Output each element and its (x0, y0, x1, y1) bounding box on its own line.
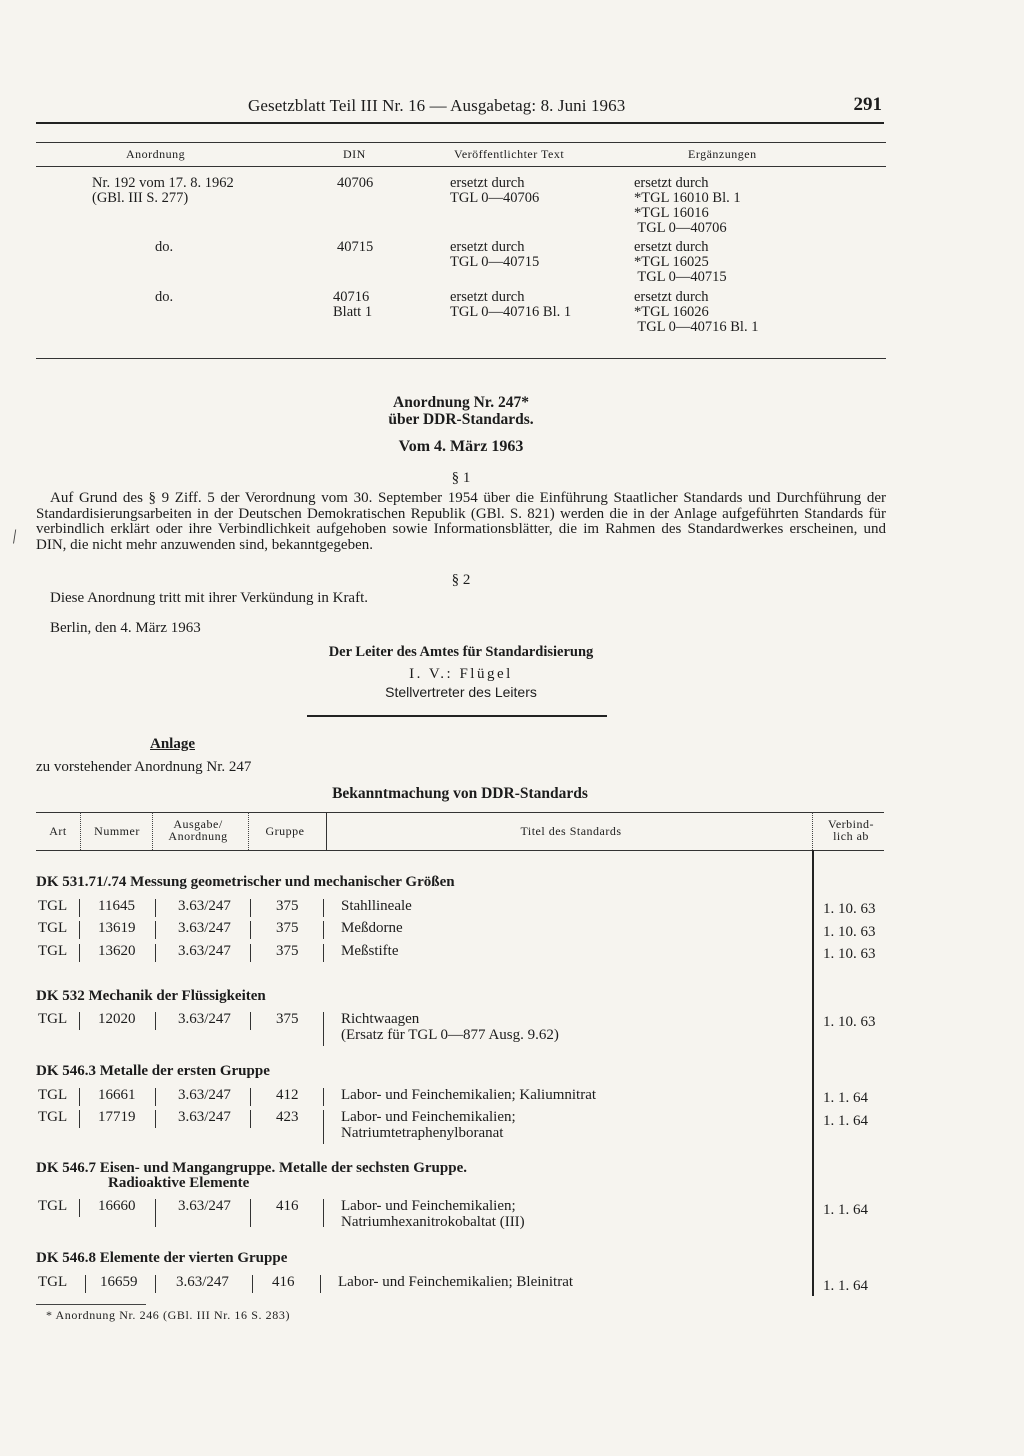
cell-verbindlich: 1. 10. 63 (823, 946, 876, 962)
table-cell: 40706 (337, 175, 374, 191)
cell-verbindlich: 1. 1. 64 (823, 1090, 868, 1106)
row-divider (323, 1088, 324, 1106)
annex-title: Anlage (150, 736, 195, 752)
table-cell: ersetzt durch *TGL 16025 TGL 0—40715 (634, 239, 727, 285)
cell-gruppe: 412 (276, 1087, 299, 1103)
annex-table-title: Bekanntmachung von DDR-Standards (332, 785, 588, 802)
place-date: Berlin, den 4. März 1963 (50, 620, 201, 636)
column-divider (152, 812, 153, 850)
cell-art: TGL (38, 943, 68, 959)
cell-titel: Meßstifte (341, 943, 399, 959)
cell-ausgabe: 3.63/247 (176, 1274, 229, 1290)
row-divider (250, 1088, 251, 1106)
cell-ausgabe: 3.63/247 (178, 898, 231, 914)
decree-title: Anordnung Nr. 247* (393, 394, 529, 411)
cell-verbindlich: 1. 10. 63 (823, 901, 876, 917)
table-cell: 40715 (337, 239, 374, 255)
row-divider (79, 899, 80, 917)
row-divider (323, 1199, 324, 1227)
cell-gruppe: 375 (276, 898, 299, 914)
cell-titel: Meßdorne (341, 920, 403, 936)
column-header-ergaenzungen: Ergänzungen (688, 147, 757, 161)
annex-subtitle: zu vorstehender Anordnung Nr. 247 (36, 759, 252, 775)
cell-verbindlich: 1. 1. 64 (823, 1202, 868, 1218)
cell-gruppe: 375 (276, 920, 299, 936)
decree-date: Vom 4. März 1963 (398, 438, 524, 455)
section-1-paragraph: Auf Grund des § 9 Ziff. 5 der Verordnung vom 30. September 1954 über die Einführung Staatlicher Standards und Durchführung der Standardisierungsarbeiten in der Deutschen Demokratischen Republik (GBl. S. 821) werden die in der Anlage aufgeführten Standards für verbindlich erklärt oder ihre Verbindlichkeit aufgehoben sowie Informationsblätter, die im Rahmen des Standardwerkes erscheinen, und DIN, die nicht mehr anzuwenden sind, bekanntgegeben. (36, 490, 886, 553)
column-header-anordnung: Anordnung (126, 147, 186, 161)
column-header-art: Art (49, 824, 67, 838)
table-cell: ersetzt durch *TGL 16010 Bl. 1 *TGL 16016 TGL 0—40706 (634, 175, 741, 236)
table-cell: ersetzt durch TGL 0—40716 Bl. 1 (450, 289, 572, 320)
row-divider (155, 921, 156, 939)
row-divider (155, 1012, 156, 1030)
section-2-paragraph: Diese Anordnung tritt mit ihrer Verkündung in Kraft. (50, 590, 369, 606)
table-cell: 40716 Blatt 1 (333, 289, 373, 320)
column-header-text: Veröffentlichter Text (454, 147, 565, 161)
row-divider (79, 1199, 80, 1217)
cell-gruppe: 375 (276, 943, 299, 959)
table-cell: ersetzt durch TGL 0—40715 (450, 239, 540, 270)
cell-gruppe: 375 (276, 1011, 299, 1027)
column-header-din: DIN (343, 147, 366, 161)
row-divider (85, 1275, 86, 1293)
row-divider (79, 1110, 80, 1128)
cell-titel: Labor- und Feinchemikalien; Natriumhexanitrokobaltat (III) (341, 1198, 525, 1230)
cell-verbindlich: 1. 1. 64 (823, 1278, 868, 1294)
row-divider (323, 1110, 324, 1144)
section-2-heading: § 2 (451, 572, 471, 588)
cell-nummer: 12020 (98, 1011, 136, 1027)
row-divider (155, 1088, 156, 1106)
row-divider (155, 1110, 156, 1128)
column-divider (80, 812, 81, 850)
cell-art: TGL (38, 1011, 68, 1027)
row-divider (250, 1110, 251, 1128)
column-header-titel: Titel des Standards (520, 824, 622, 838)
cell-titel: Richtwaagen (Ersatz für TGL 0—877 Ausg. 9.62) (341, 1011, 559, 1043)
cell-gruppe: 423 (276, 1109, 299, 1125)
table-cell: do. (155, 239, 174, 255)
row-divider (79, 921, 80, 939)
section-heading-continued: Radioaktive Elemente (108, 1175, 250, 1191)
column-divider (812, 812, 813, 850)
row-divider (250, 1012, 251, 1030)
cell-gruppe: 416 (272, 1274, 295, 1290)
cell-art: TGL (38, 1274, 68, 1290)
cell-ausgabe: 3.63/247 (178, 920, 231, 936)
signature-rule (307, 715, 607, 717)
column-header-gruppe: Gruppe (265, 824, 305, 838)
cell-art: TGL (38, 898, 68, 914)
cell-nummer: 16659 (100, 1274, 138, 1290)
cell-ausgabe: 3.63/247 (178, 1109, 231, 1125)
cell-art: TGL (38, 1198, 68, 1214)
section-heading: DK 532 Mechanik der Flüssigkeiten (36, 988, 266, 1004)
page-number: 291 (853, 94, 882, 115)
cell-ausgabe: 3.63/247 (178, 1087, 231, 1103)
cell-titel: Stahllineale (341, 898, 412, 914)
table-cell: do. (155, 289, 174, 305)
row-divider (79, 1088, 80, 1106)
cell-nummer: 13619 (98, 920, 136, 936)
section-1-heading: § 1 (451, 470, 471, 486)
column-header-ausgabe: Ausgabe/ Anordnung (168, 817, 228, 843)
signer-organization: Der Leiter des Amtes für Standardisierung (328, 644, 594, 660)
column-header-verbindlich: Verbind- lich ab (828, 817, 874, 843)
signer-role: Stellvertreter des Leiters (385, 684, 537, 700)
row-divider (323, 1012, 324, 1046)
cell-nummer: 13620 (98, 943, 136, 959)
row-divider (79, 1012, 80, 1030)
column-divider (326, 812, 327, 850)
cell-ausgabe: 3.63/247 (178, 1011, 231, 1027)
row-divider (320, 1275, 321, 1293)
column-divider (248, 812, 249, 850)
margin-mark: / (10, 525, 20, 549)
cell-nummer: 11645 (98, 898, 135, 914)
footnote: * Anordnung Nr. 246 (GBl. III Nr. 16 S. 283) (46, 1308, 291, 1322)
table-header-rule (36, 166, 886, 167)
table-top-rule (36, 812, 884, 813)
column-header-nummer: Nummer (94, 824, 140, 838)
row-divider (79, 944, 80, 962)
cell-verbindlich: 1. 1. 64 (823, 1113, 868, 1129)
table-cell: ersetzt durch *TGL 16026 TGL 0—40716 Bl. 1 (634, 289, 759, 335)
cell-nummer: 16661 (98, 1087, 136, 1103)
cell-ausgabe: 3.63/247 (178, 943, 231, 959)
signer-name: I. V.: Flügel (409, 666, 513, 682)
row-divider (250, 899, 251, 917)
footnote-rule (36, 1304, 146, 1305)
row-divider (155, 1199, 156, 1227)
running-header (36, 96, 884, 120)
section-heading: DK 546.7 Eisen- und Mangangruppe. Metalle der sechsten Gruppe. (36, 1160, 467, 1176)
header-title: Gesetzblatt Teil III Nr. 16 — Ausgabetag: 8. Juni 1963 (248, 96, 626, 115)
cell-art: TGL (38, 1109, 68, 1125)
cell-titel: Labor- und Feinchemikalien; Kaliumnitrat (341, 1087, 597, 1103)
row-divider (323, 921, 324, 939)
verbindlich-column-rule (812, 850, 814, 1296)
row-divider (155, 944, 156, 962)
header-rule (36, 122, 884, 124)
cell-titel: Labor- und Feinchemikalien; Natriumtetraphenylboranat (341, 1109, 516, 1141)
row-divider (250, 921, 251, 939)
row-divider (323, 899, 324, 917)
section-heading: DK 546.8 Elemente der vierten Gruppe (36, 1250, 288, 1266)
cell-nummer: 16660 (98, 1198, 136, 1214)
section-heading: DK 531.71/.74 Messung geometrischer und mechanischer Größen (36, 874, 455, 890)
cell-gruppe: 416 (276, 1198, 299, 1214)
cell-nummer: 17719 (98, 1109, 136, 1125)
cell-verbindlich: 1. 10. 63 (823, 924, 876, 940)
table-bottom-rule (36, 358, 886, 359)
row-divider (252, 1275, 253, 1293)
cell-ausgabe: 3.63/247 (178, 1198, 231, 1214)
row-divider (250, 944, 251, 962)
decree-subtitle: über DDR-Standards. (388, 411, 534, 428)
cell-art: TGL (38, 1087, 68, 1103)
section-heading: DK 546.3 Metalle der ersten Gruppe (36, 1063, 270, 1079)
cell-art: TGL (38, 920, 68, 936)
cell-verbindlich: 1. 10. 63 (823, 1014, 876, 1030)
cell-titel: Labor- und Feinchemikalien; Bleinitrat (338, 1274, 574, 1290)
table-top-rule (36, 142, 886, 143)
table-header-rule (36, 850, 884, 851)
row-divider (155, 1275, 156, 1293)
table-cell: Nr. 192 vom 17. 8. 1962 (GBl. III S. 277) (92, 175, 234, 206)
row-divider (155, 899, 156, 917)
table-cell: ersetzt durch TGL 0—40706 (450, 175, 540, 206)
row-divider (250, 1199, 251, 1227)
row-divider (323, 944, 324, 962)
